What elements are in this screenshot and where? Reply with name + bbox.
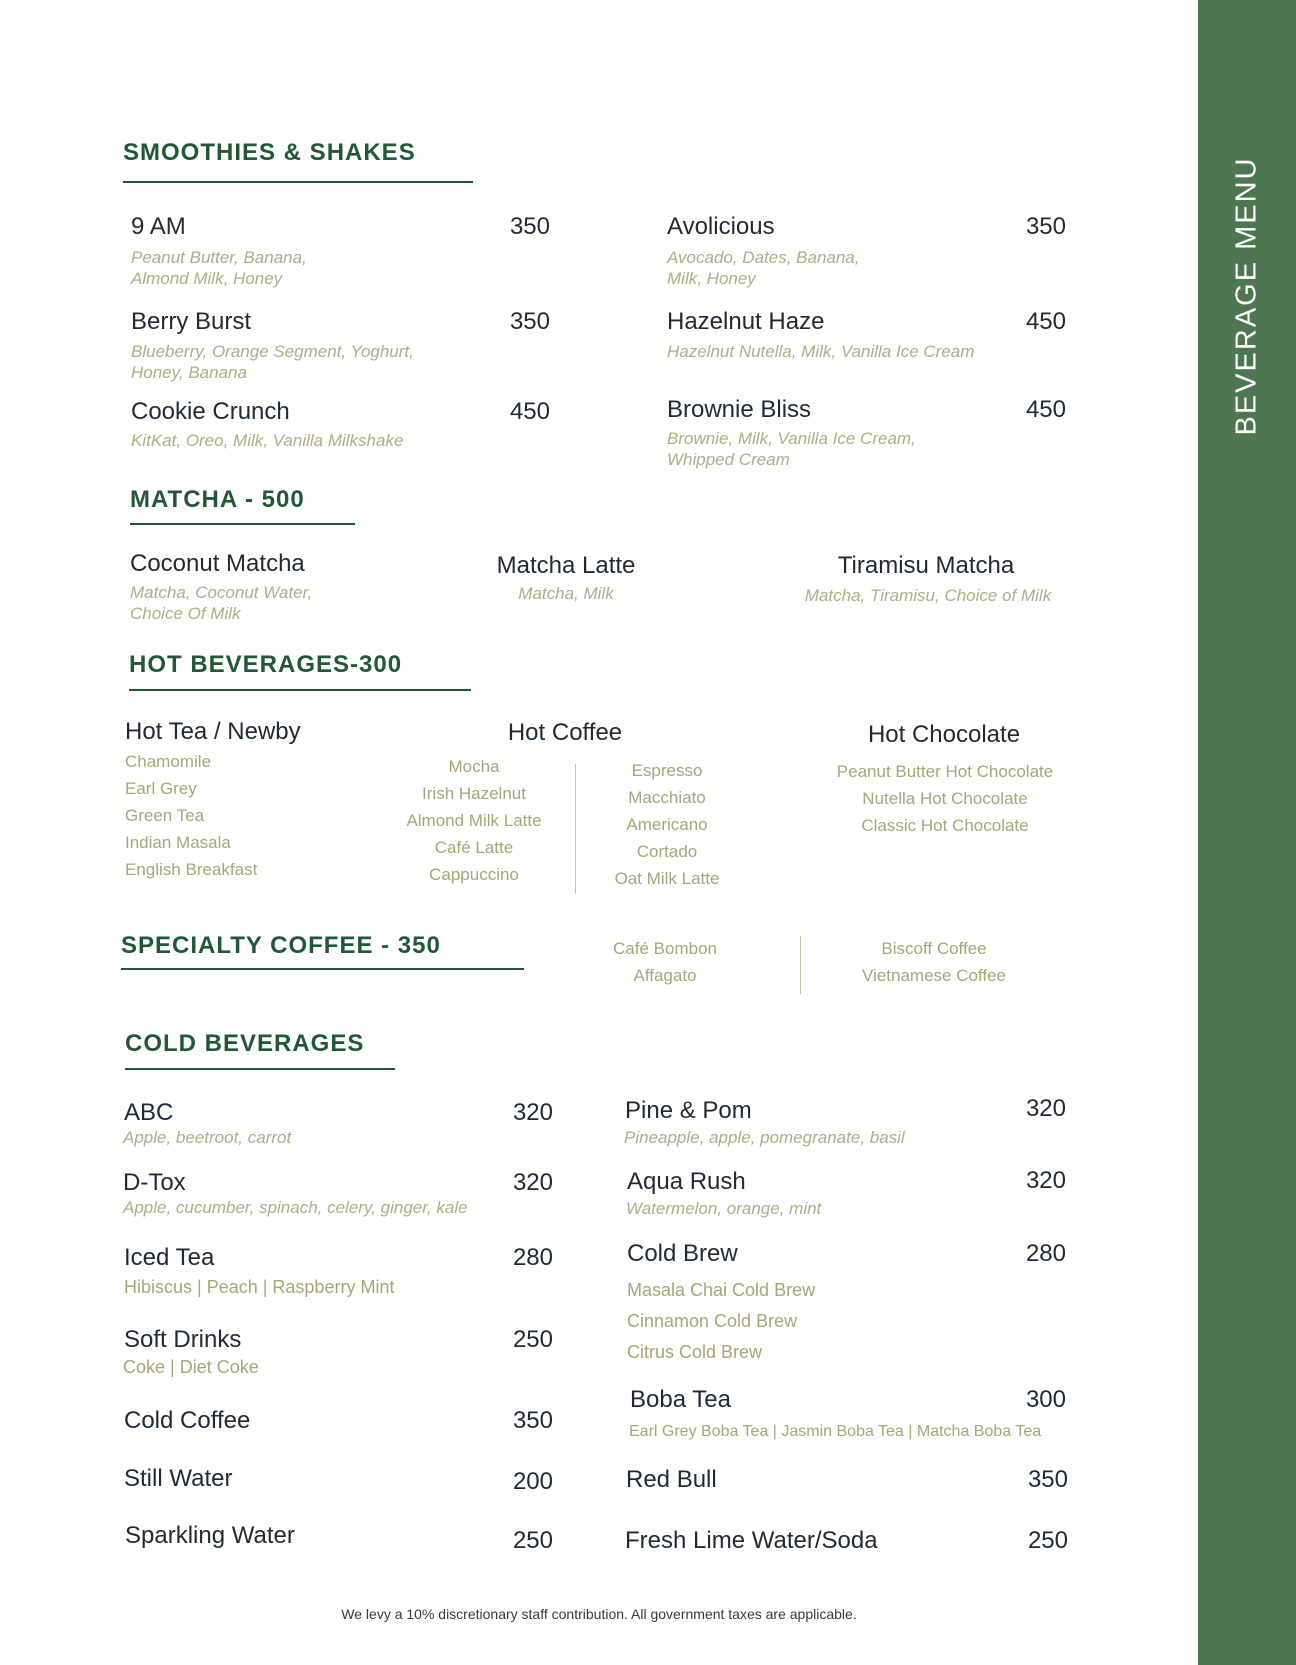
column-divider (800, 936, 801, 994)
item-price: 450 (1025, 396, 1066, 423)
list-item: Classic Hot Chocolate (861, 816, 1029, 835)
item-name: Soft Drinks (124, 1326, 242, 1353)
item-name: Pine & Pom (625, 1097, 752, 1124)
item-name: D-Tox (123, 1169, 186, 1196)
specialty-list-right (862, 935, 1006, 989)
footer-note: We levy a 10% discretionary staff contribution. All government taxes are applicable. (341, 1606, 857, 1622)
item-price: 450 (509, 398, 550, 425)
item-name: Aqua Rush (627, 1168, 746, 1195)
item-description: Pineapple, apple, pomegranate, basil (624, 1128, 905, 1147)
item-name: Cookie Crunch (131, 398, 290, 425)
item-name: Iced Tea (124, 1244, 215, 1271)
item-name: Still Water (124, 1465, 233, 1492)
item-name: Fresh Lime Water/Soda (625, 1527, 878, 1554)
item-name: Hot Coffee (507, 719, 623, 746)
item-price: 250 (1027, 1527, 1068, 1554)
item-name: ABC (124, 1099, 174, 1126)
item-name: 9 AM (131, 213, 186, 240)
list-item: Indian Masala (125, 833, 231, 852)
item-price: 320 (1025, 1095, 1066, 1122)
item-name: Hazelnut Haze (667, 308, 825, 335)
menu-title: BEVERAGE MENU (1230, 156, 1263, 436)
cold-brew-list (627, 1275, 815, 1368)
list-item: Masala Chai Cold Brew (627, 1280, 816, 1300)
item-name: Tiramisu Matcha (837, 552, 1015, 579)
section-underline (129, 689, 471, 691)
column-divider (575, 764, 576, 894)
item-description: Apple, cucumber, spinach, celery, ginger, kale (123, 1198, 468, 1217)
item-price: 280 (1025, 1240, 1066, 1267)
list-item: Green Tea (125, 806, 205, 825)
item-description: KitKat, Oreo, Milk, Vanilla Milkshake (131, 431, 404, 450)
chocolate-list (837, 758, 1053, 839)
item-description: Peanut Butter, Banana, Almond Milk, Honey (131, 248, 307, 288)
item-price: 250 (512, 1527, 553, 1554)
item-name: Coconut Matcha (130, 550, 305, 577)
section-underline (121, 968, 524, 970)
list-item: Café Bombon (613, 939, 717, 958)
item-price: 350 (1025, 213, 1066, 240)
list-item: Affagato (633, 966, 697, 985)
coffee-list-left (406, 753, 541, 888)
item-name: Red Bull (626, 1466, 717, 1493)
item-variants: Earl Grey Boba Tea | Jasmin Boba Tea | Matcha Boba Tea (629, 1423, 1042, 1440)
section-heading-hot-beverages: HOT BEVERAGES-300 (129, 651, 403, 678)
item-variants: Coke | Diet Coke (123, 1357, 259, 1377)
section-underline (125, 1068, 395, 1070)
list-item: Cortado (636, 842, 698, 861)
item-description: Apple, beetroot, carrot (123, 1128, 292, 1147)
item-price: 350 (509, 308, 550, 335)
list-item: Irish Hazelnut (422, 784, 526, 803)
item-price: 350 (509, 213, 550, 240)
item-price: 300 (1025, 1386, 1066, 1413)
list-item: Café Latte (434, 838, 514, 857)
item-name: Hot Tea / Newby (125, 718, 301, 745)
section-heading-smoothies: SMOOTHIES & SHAKES (123, 139, 416, 166)
item-price: 350 (1027, 1466, 1068, 1493)
item-price: 250 (512, 1326, 553, 1353)
item-description: Watermelon, orange, mint (626, 1199, 822, 1218)
tea-list (125, 748, 257, 883)
item-name: Hot Chocolate (867, 721, 1021, 748)
list-item: Chamomile (125, 752, 211, 771)
specialty-list-left (613, 935, 717, 989)
list-item: Americano (626, 815, 708, 834)
list-item: Almond Milk Latte (406, 811, 542, 830)
section-underline (123, 181, 473, 183)
section-heading-specialty-coffee: SPECIALTY COFFEE - 350 (121, 932, 441, 959)
item-description: Matcha, Milk (518, 584, 614, 603)
item-name: Avolicious (667, 213, 775, 240)
section-heading-matcha: MATCHA - 500 (130, 486, 305, 513)
section-heading-cold-beverages: COLD BEVERAGES (125, 1030, 365, 1057)
item-name: Cold Coffee (124, 1407, 251, 1434)
item-variants: Hibiscus | Peach | Raspberry Mint (124, 1277, 395, 1297)
list-item: Espresso (631, 761, 703, 780)
list-item: Citrus Cold Brew (627, 1342, 763, 1362)
list-item: Oat Milk Latte (614, 869, 720, 888)
item-name: Berry Burst (131, 308, 252, 335)
item-description: Hazelnut Nutella, Milk, Vanilla Ice Cream (667, 342, 975, 361)
item-price: 320 (512, 1099, 553, 1126)
list-item: Cappuccino (429, 865, 519, 884)
list-item: Macchiato (628, 788, 706, 807)
list-item: English Breakfast (125, 860, 258, 879)
item-name: Matcha Latte (496, 552, 636, 579)
item-description: Avocado, Dates, Banana, Milk, Honey (667, 248, 860, 288)
list-item: Biscoff Coffee (881, 939, 987, 958)
item-price: 450 (1025, 308, 1066, 335)
item-description: Matcha, Coconut Water, Choice Of Milk (130, 583, 313, 623)
item-name: Cold Brew (627, 1240, 738, 1267)
list-item: Earl Grey (125, 779, 197, 798)
item-name: Brownie Bliss (667, 396, 812, 423)
section-underline (130, 523, 355, 525)
item-price: 350 (512, 1407, 553, 1434)
list-item: Mocha (448, 757, 500, 776)
item-name: Boba Tea (630, 1386, 731, 1413)
item-price: 200 (512, 1468, 553, 1495)
list-item: Cinnamon Cold Brew (627, 1311, 798, 1331)
item-price: 280 (512, 1244, 553, 1271)
coffee-list-right (615, 757, 720, 892)
list-item: Vietnamese Coffee (862, 966, 1006, 985)
list-item: Nutella Hot Chocolate (862, 789, 1028, 808)
item-price: 320 (512, 1169, 553, 1196)
item-description: Matcha, Tiramisu, Choice of Milk (804, 586, 1052, 605)
item-name: Sparkling Water (125, 1522, 295, 1549)
item-price: 320 (1025, 1167, 1066, 1194)
item-description: Blueberry, Orange Segment, Yoghurt, Honey, Banana (131, 342, 414, 382)
item-description: Brownie, Milk, Vanilla Ice Cream, Whipped Cream (667, 429, 916, 469)
list-item: Peanut Butter Hot Chocolate (836, 762, 1054, 781)
